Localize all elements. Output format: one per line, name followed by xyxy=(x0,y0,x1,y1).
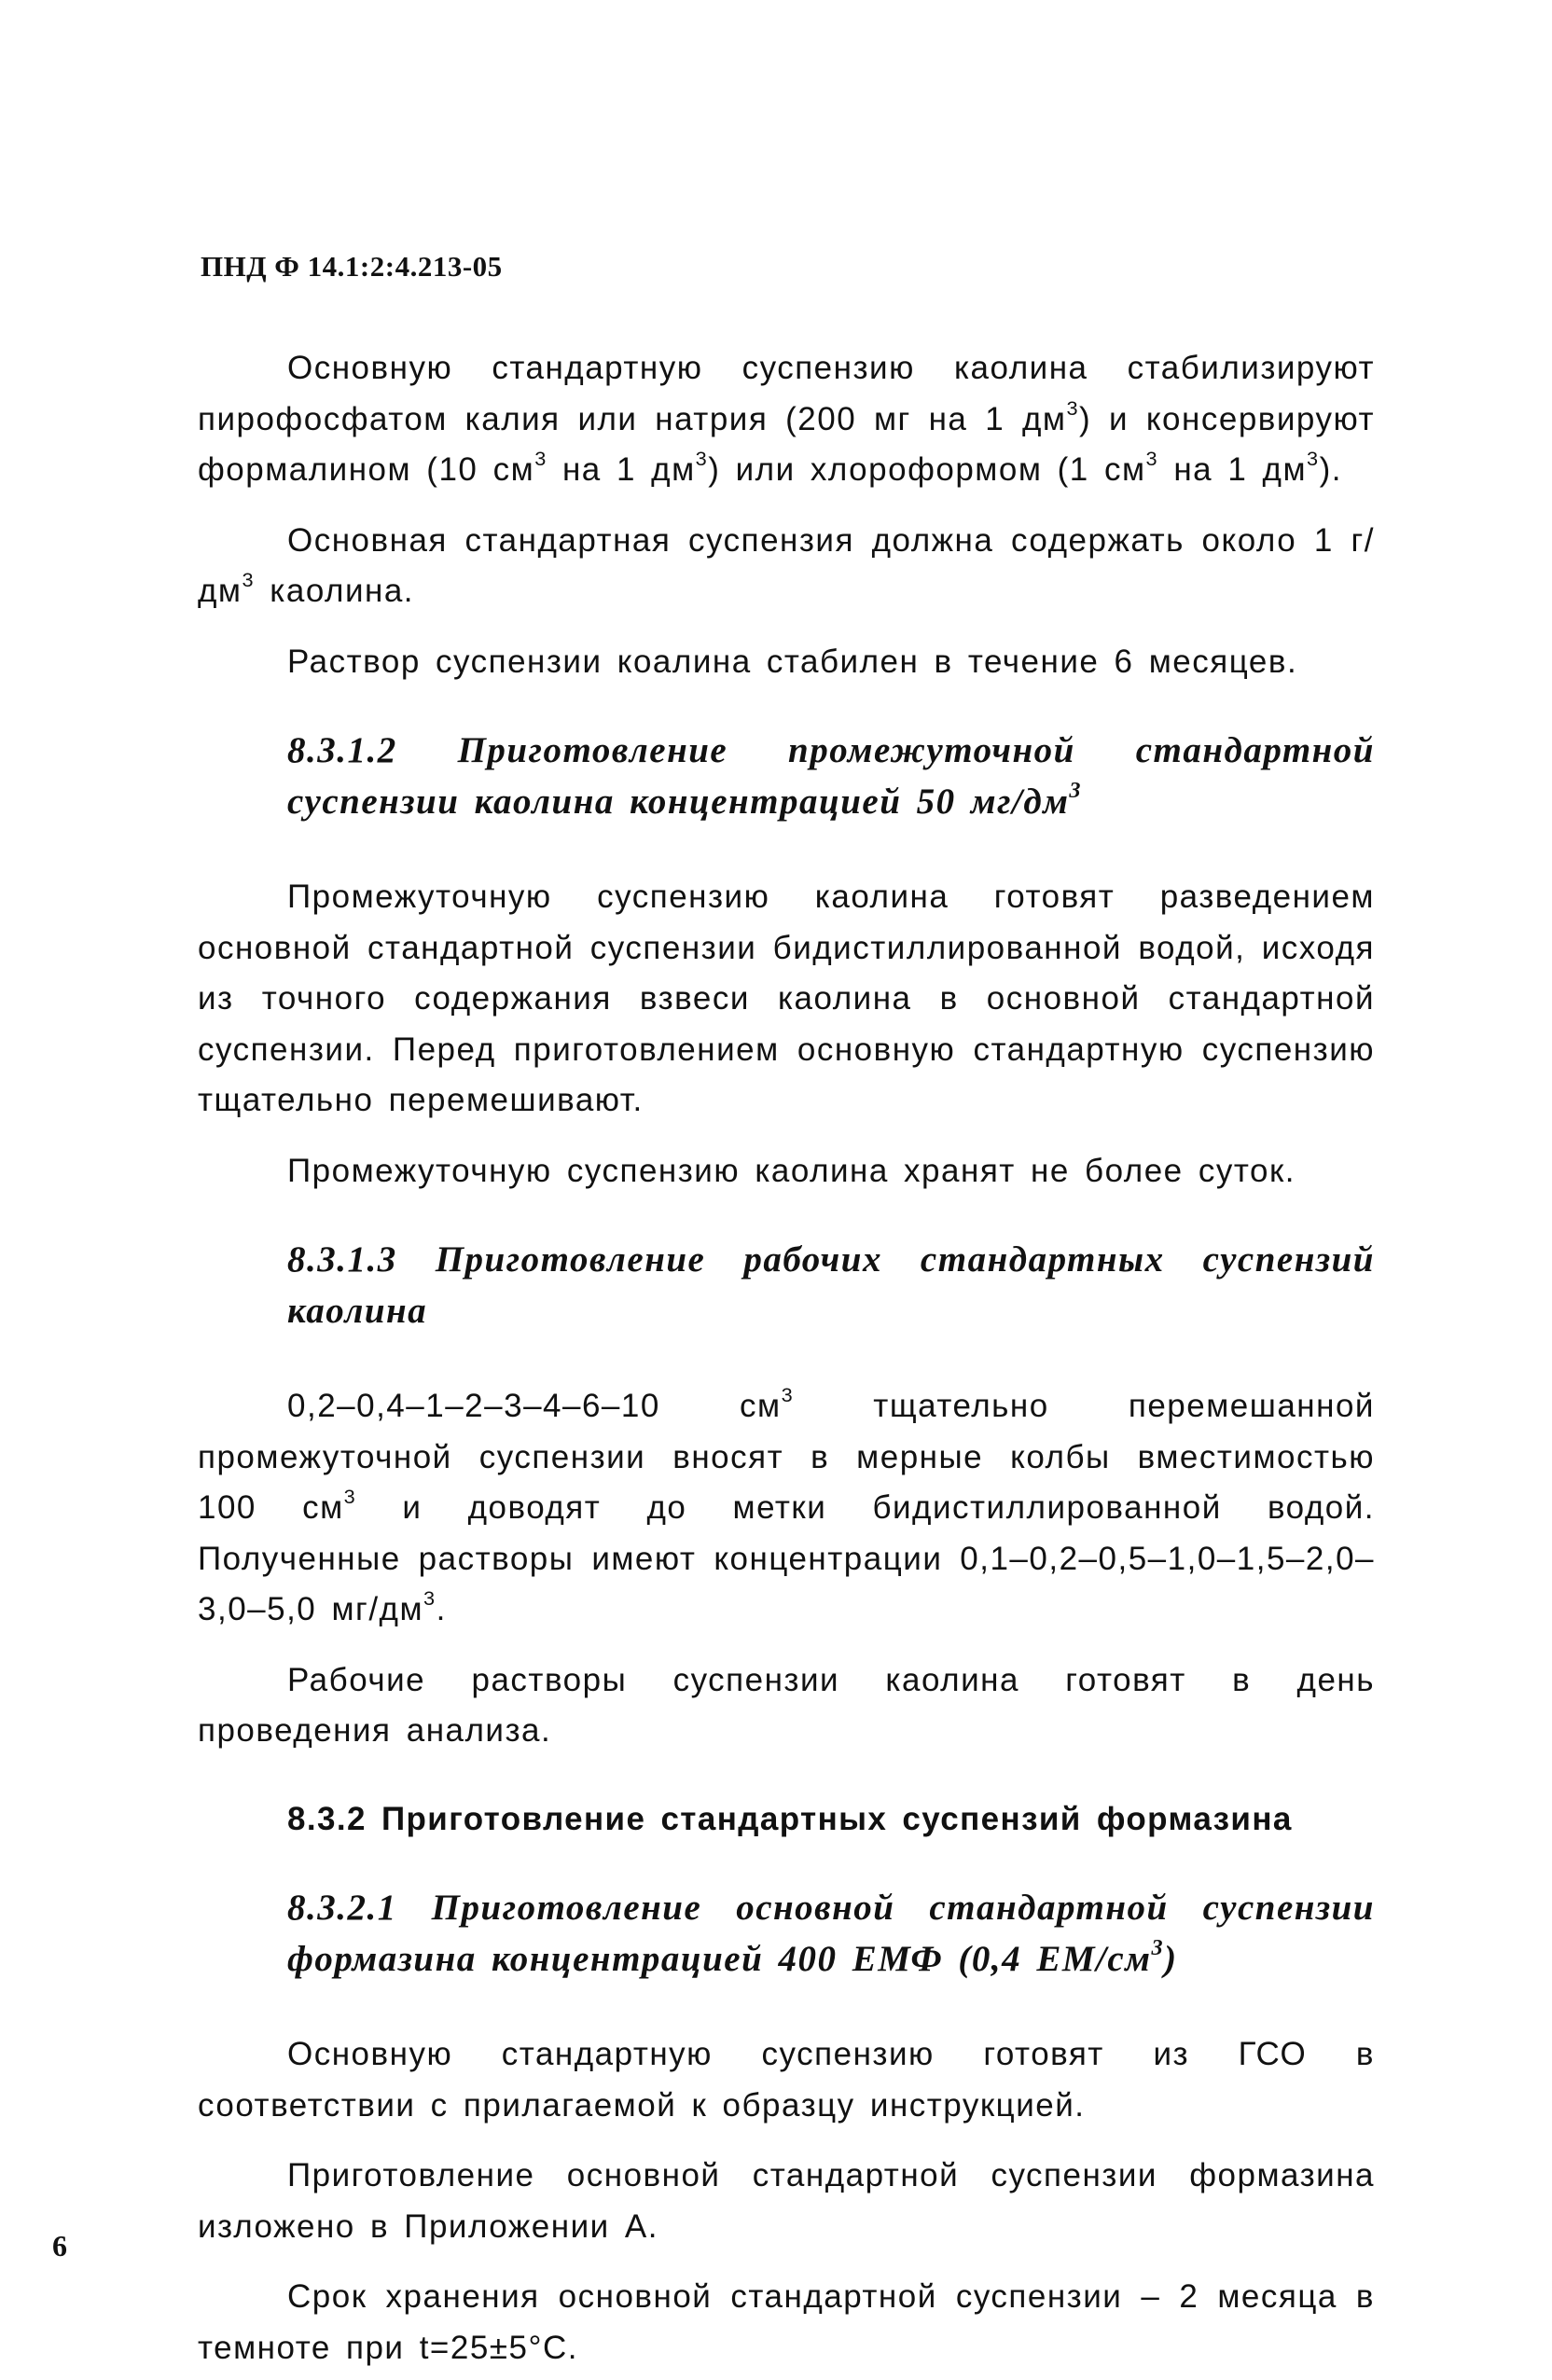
section-heading-8-3-1-3: 8.3.1.3 Приготовление рабочих стандартных суспензий каолина xyxy=(287,1239,1375,1331)
superscript: 3 xyxy=(1069,778,1082,803)
text-segment: ) или хлороформом (1 см xyxy=(708,451,1146,488)
paragraph-intermediate-preparation: Промежуточную суспензию каолина готовят разведением основной стандартной суспензии бидистиллированной водой, исходя из точного содержания взвеси каолина в основной стандартной суспензии. Перед приготовлением основную стандартную суспензию тщательно перемешивают. xyxy=(198,879,1375,1118)
heading-text: 8.3.2.1 Приготовление основной стандартной суспензии формазина концентрацией 400 ЕМФ (0,4 ЕМ/см xyxy=(287,1888,1375,1979)
paragraph-working-preparation-day: Рабочие растворы суспензии каолина готовят в день проведения анализа. xyxy=(198,1661,1375,1749)
text-segment: на 1 дм xyxy=(1158,451,1308,488)
text-segment: каолина. xyxy=(255,573,415,609)
paragraph-formazin-gso: Основную стандартную суспензию готовят из ГСО в соответствии с прилагаемой к образцу инструкцией. xyxy=(198,2036,1375,2124)
text-segment: и доводят до метки бидистиллированной водой. Полученные растворы имеют концентрации 0,1–0,2–0,5–1,0–1,5–2,0–3,0–5,0 мг/дм xyxy=(198,1489,1376,1627)
superscript: 3 xyxy=(423,1586,436,1611)
section-heading-8-3-2-1 xyxy=(198,1882,1375,1985)
page-content xyxy=(198,343,1375,2373)
document-code-header: ПНД Ф 14.1:2:4.213-05 xyxy=(201,250,503,283)
paragraph-stabilization xyxy=(198,343,1375,496)
superscript: 3 xyxy=(1145,447,1159,471)
page-number: 6 xyxy=(52,2229,67,2262)
superscript: 3 xyxy=(242,568,256,592)
text-segment: тщательно перемешанной промежуточной суспензии вносят в мерные колбы вместимостью 100 см xyxy=(198,1388,1375,1526)
paragraph-formazin-appendix: Приготовление основной стандартной суспензии формазина изложено в Приложении А. xyxy=(198,2157,1375,2245)
text-segment: ) и консервируют формалином (10 см xyxy=(198,400,1376,488)
paragraph-concentration xyxy=(198,516,1375,617)
superscript: 3 xyxy=(1151,1935,1165,1960)
superscript: 3 xyxy=(1066,395,1080,420)
text-segment: ). xyxy=(1319,451,1342,488)
superscript: 3 xyxy=(781,1383,795,1407)
paragraph-stability: Раствор суспензии коалина стабилен в течение 6 месяцев. xyxy=(287,643,1298,680)
paragraph-formazin-storage: Срок хранения основной стандартной суспензии – 2 месяца в темноте при t=25±5°С. xyxy=(198,2278,1375,2366)
heading-text: ) xyxy=(1164,1939,1178,1979)
text-segment: на 1 дм xyxy=(547,451,696,488)
superscript: 3 xyxy=(534,447,547,471)
superscript: 3 xyxy=(343,1485,357,1509)
text-segment: Основная стандартная суспензия должна содержать около 1 г/дм xyxy=(198,521,1375,609)
section-heading-8-3-2: 8.3.2 Приготовление стандартных суспензий формазина xyxy=(287,1800,1293,1837)
paragraph-intermediate-storage: Промежуточную суспензию каолина хранят не более суток. xyxy=(287,1152,1296,1189)
section-heading-8-3-1-2 xyxy=(198,725,1375,827)
heading-text: 8.3.1.2 Приготовление промежуточной стандартной суспензии каолина концентрацией 50 мг/дм xyxy=(287,730,1375,822)
text-segment: Основную стандартную суспензию каолина стабилизируют пирофосфатом калия или натрия (200 мг на 1 дм xyxy=(198,350,1375,437)
text-segment: . xyxy=(436,1591,447,1627)
paragraph-working-suspensions xyxy=(198,1381,1375,1636)
text-segment: 0,2–0,4–1–2–3–4–6–10 см xyxy=(287,1388,782,1424)
superscript: 3 xyxy=(695,447,709,471)
superscript: 3 xyxy=(1307,447,1320,471)
